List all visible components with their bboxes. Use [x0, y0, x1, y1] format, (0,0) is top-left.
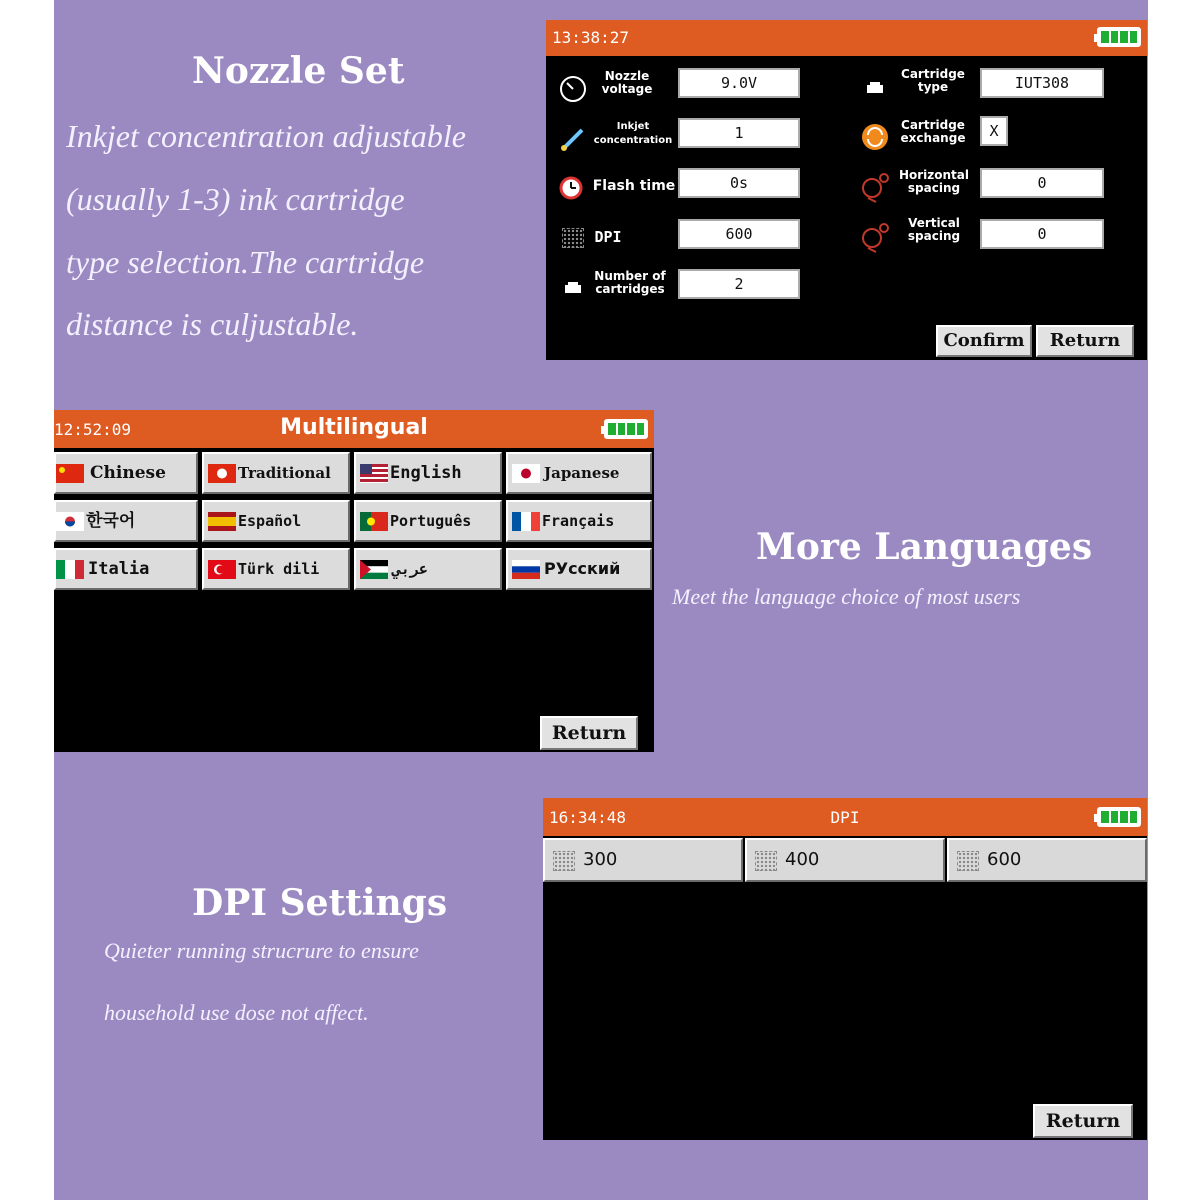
- language-button-traditional[interactable]: [202, 452, 350, 494]
- cartridge-exchange-label: Cartridge exchange: [900, 118, 966, 145]
- nozzle-voltage-field[interactable]: 9.0V: [678, 68, 800, 98]
- clock: 12:52:09: [54, 420, 132, 439]
- clock: 13:38:27: [552, 28, 630, 47]
- language-button-japanese[interactable]: [506, 452, 652, 494]
- cartridge-type-field[interactable]: IUT308: [980, 68, 1104, 98]
- language-label: 한국어: [86, 511, 136, 531]
- cartridge-type-icon: [866, 82, 884, 94]
- language-label: Traditional: [238, 464, 331, 482]
- dpi-option-400[interactable]: [745, 838, 945, 882]
- battery-icon: [604, 419, 648, 439]
- return-button[interactable]: Return: [540, 716, 638, 750]
- cartridge-icon: [564, 282, 582, 294]
- language-button-turkish[interactable]: [202, 548, 350, 590]
- number-of-cartridges-label: Number of cartridges: [594, 269, 666, 296]
- inkjet-concentration-field[interactable]: 1: [678, 118, 800, 148]
- hong-kong-flag-icon: [208, 464, 236, 483]
- vertical-spacing-label: Vertical spacing: [907, 216, 961, 243]
- battery-icon: [1097, 27, 1141, 47]
- horizontal-spacing-icon: [858, 170, 892, 204]
- dpi-desc-line-1: Quieter running strucrure to ensure: [104, 938, 419, 963]
- cartridge-exchange-checkbox[interactable]: X: [980, 116, 1008, 146]
- flash-time-field[interactable]: 0s: [678, 168, 800, 198]
- language-label: Chinese: [90, 463, 166, 483]
- language-button-arabic[interactable]: [354, 548, 502, 590]
- japan-flag-icon: [512, 464, 540, 483]
- turkey-flag-icon: [208, 560, 236, 579]
- language-button-russian[interactable]: [506, 548, 652, 590]
- return-button[interactable]: Return: [1036, 325, 1134, 357]
- dpi-option-600[interactable]: [947, 838, 1147, 882]
- dpi-settings-screen: [543, 798, 1147, 1140]
- dpi-dots-icon: [553, 851, 575, 871]
- china-flag-icon: [56, 464, 84, 483]
- languages-section-title: More Languages: [756, 526, 1093, 568]
- status-bar: [543, 798, 1147, 836]
- dpi-option-label: 600: [987, 849, 1022, 870]
- dpi-label: DPI: [594, 228, 622, 246]
- language-button-portuguese[interactable]: [354, 500, 502, 542]
- dpi-option-label: 300: [583, 849, 618, 870]
- italy-flag-icon: [56, 560, 84, 579]
- dpi-section-title: DPI Settings: [192, 882, 448, 924]
- spain-flag-icon: [208, 512, 236, 531]
- arabic-flag-icon: [360, 560, 388, 579]
- nozzle-desc-line-2: (usually 1-3) ink cartridge: [66, 181, 405, 217]
- horizontal-spacing-label: Horizontal spacing: [898, 168, 970, 195]
- language-label: Türk dili: [238, 560, 320, 578]
- usa-flag-icon: [360, 464, 388, 483]
- language-button-italian[interactable]: [54, 548, 198, 590]
- nozzle-voltage-label: Nozzle voltage: [601, 69, 653, 96]
- inkjet-concentration-label: Inkjet concentration: [593, 121, 673, 146]
- language-label: Español: [238, 512, 302, 530]
- dpi-option-label: 400: [785, 849, 820, 870]
- language-button-korean[interactable]: [54, 500, 198, 542]
- language-button-chinese[interactable]: [54, 452, 198, 494]
- language-label: Português: [390, 512, 472, 530]
- clock-icon: [558, 175, 584, 201]
- dpi-dots-icon: [957, 851, 979, 871]
- dpi-dots-icon: [755, 851, 777, 871]
- dpi-desc-line-2: household use dose not affect.: [104, 1000, 369, 1025]
- flash-time-label: Flash time: [592, 178, 676, 194]
- screen-title: Multilingual: [280, 415, 428, 440]
- language-button-spanish[interactable]: [202, 500, 350, 542]
- exchange-icon: [860, 122, 890, 152]
- language-label: عربي: [392, 560, 429, 578]
- status-bar: [546, 20, 1147, 56]
- nozzle-desc-line-4: distance is culjustable.: [66, 306, 359, 342]
- language-button-english[interactable]: [354, 452, 502, 494]
- korea-flag-icon: [56, 512, 84, 531]
- dpi-option-300[interactable]: [543, 838, 743, 882]
- france-flag-icon: [512, 512, 540, 531]
- screen-title: DPI: [830, 808, 860, 827]
- confirm-button[interactable]: Confirm: [936, 325, 1032, 357]
- language-button-french[interactable]: [506, 500, 652, 542]
- language-label: Italia: [88, 559, 150, 579]
- dpi-field[interactable]: 600: [678, 219, 800, 249]
- return-button[interactable]: Return: [1033, 1104, 1133, 1138]
- number-of-cartridges-field[interactable]: 2: [678, 269, 800, 299]
- language-label: Français: [542, 512, 615, 530]
- clock: 16:34:48: [549, 808, 627, 827]
- brush-icon: [558, 124, 588, 154]
- vertical-spacing-icon: [858, 220, 892, 254]
- nozzle-desc-line-1: Inkjet concentration adjustable: [66, 118, 466, 154]
- vertical-spacing-field[interactable]: 0: [980, 219, 1104, 249]
- cartridge-type-label: Cartridge type: [901, 67, 965, 94]
- multilingual-screen: [54, 410, 654, 752]
- nozzle-desc-line-3: type selection.The cartridge: [66, 244, 425, 280]
- nozzle-settings-screen: [546, 20, 1147, 360]
- language-label: Japanese: [544, 464, 620, 482]
- battery-icon: [1097, 807, 1141, 827]
- nozzle-section-title: Nozzle Set: [192, 50, 405, 92]
- language-label: English: [390, 463, 462, 483]
- horizontal-spacing-field[interactable]: 0: [980, 168, 1104, 198]
- portugal-flag-icon: [360, 512, 388, 531]
- dpi-dots-icon: [562, 228, 584, 248]
- language-label: РУсский: [544, 559, 621, 578]
- status-bar: [54, 410, 654, 448]
- gauge-icon: [558, 74, 588, 104]
- russia-flag-icon: [512, 560, 540, 579]
- languages-section-desc: Meet the language choice of most users: [672, 584, 1021, 609]
